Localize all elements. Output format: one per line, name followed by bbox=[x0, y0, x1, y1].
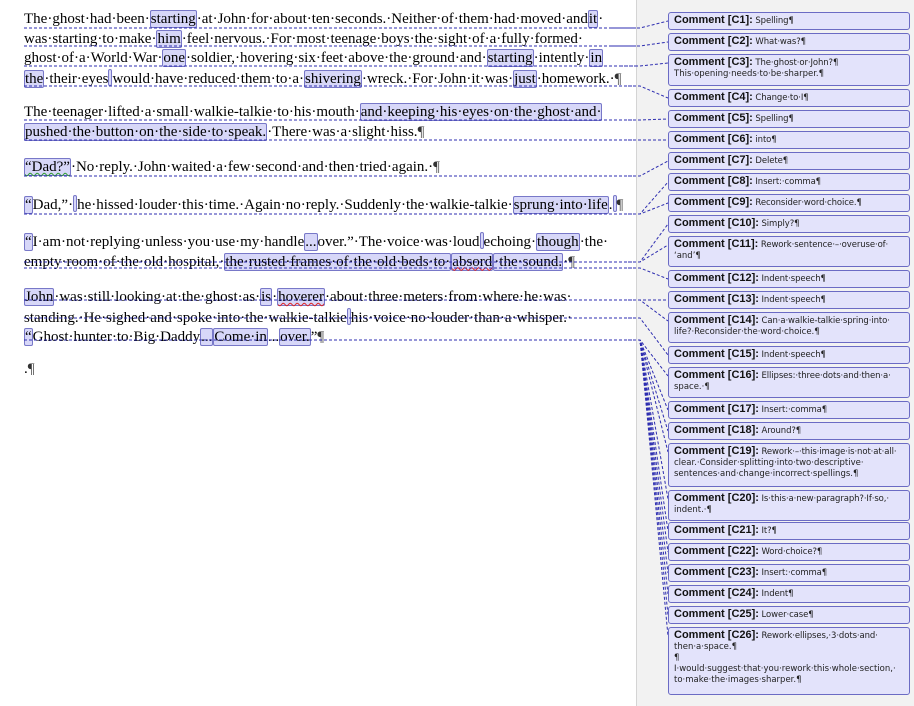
comment-text: Word·choice?¶ bbox=[761, 547, 823, 557]
comment-anchor-highlight[interactable]: over. bbox=[280, 329, 310, 345]
comment-balloon[interactable] bbox=[668, 543, 910, 561]
comment-label: Comment [C21]: bbox=[674, 524, 759, 536]
comment-label: Comment [C1]: bbox=[674, 14, 753, 26]
text-line bbox=[24, 360, 630, 380]
comment-text: Delete¶ bbox=[755, 156, 789, 166]
comment-anchor-highlight[interactable]: John bbox=[25, 289, 54, 305]
text-run: he·hissed·louder·this·time.·Again·no·reply.·Suddenly·the·walkie-talkie· bbox=[77, 197, 513, 213]
text-line bbox=[24, 308, 630, 329]
paragraph-mark: ¶ bbox=[614, 70, 622, 87]
comment-anchor-highlight[interactable]: “Dad?” bbox=[25, 159, 70, 175]
paragraph-mark: ¶ bbox=[433, 159, 440, 175]
text-run: . bbox=[608, 197, 613, 213]
text-run: ·the· bbox=[579, 234, 609, 250]
text-line bbox=[24, 195, 630, 216]
paragraph[interactable] bbox=[24, 195, 630, 216]
comment-text: Insert:·comma¶ bbox=[755, 177, 821, 187]
paragraph[interactable] bbox=[24, 232, 630, 272]
comment-balloon[interactable] bbox=[668, 270, 910, 288]
comment-label: Comment [C11]: bbox=[674, 238, 759, 250]
text-line bbox=[24, 123, 630, 143]
comment-anchor-highlight[interactable]: is bbox=[261, 289, 272, 305]
comment-label: Comment [C23]: bbox=[674, 566, 759, 578]
comment-text: space.·¶ bbox=[674, 382, 710, 392]
comment-text: sentences·and·change·incorrect·spellings.¶ bbox=[674, 469, 859, 479]
paragraph-mark: ¶ bbox=[27, 361, 35, 377]
text-run: ·There·was·a·slight·hiss. bbox=[267, 123, 418, 140]
comment-balloon[interactable] bbox=[668, 367, 910, 398]
comment-text: Is·this·a·new·paragraph?·If·so,· bbox=[761, 494, 889, 504]
comment-text: ‘and’¶ bbox=[674, 251, 701, 261]
comment-balloon[interactable] bbox=[668, 606, 910, 624]
comment-anchor-highlight[interactable]: shivering bbox=[305, 70, 361, 87]
comment-balloon[interactable] bbox=[668, 12, 910, 30]
text-line bbox=[24, 69, 630, 90]
text-run: Dad,”· bbox=[32, 197, 74, 213]
text-run: · bbox=[272, 289, 278, 305]
comment-label: Comment [C9]: bbox=[674, 196, 753, 208]
comment-balloon[interactable] bbox=[668, 346, 910, 364]
comment-balloon[interactable] bbox=[668, 54, 910, 86]
comment-anchor-highlight[interactable]: absord bbox=[452, 253, 493, 270]
comment-text: Lower·case¶ bbox=[761, 610, 814, 620]
comment-label: Comment [C8]: bbox=[674, 175, 753, 187]
comment-balloon[interactable] bbox=[668, 443, 910, 487]
comment-text: Simply?¶ bbox=[761, 219, 800, 229]
comment-balloon[interactable] bbox=[668, 585, 910, 603]
comment-balloon[interactable] bbox=[668, 312, 910, 343]
text-line bbox=[24, 253, 630, 273]
text-line bbox=[24, 49, 630, 69]
comment-balloon[interactable] bbox=[668, 627, 910, 695]
comment-balloon[interactable] bbox=[668, 291, 910, 309]
paragraph[interactable] bbox=[24, 360, 630, 380]
comment-label: Comment [C17]: bbox=[674, 403, 759, 415]
comment-anchor-highlight[interactable]: starting bbox=[150, 11, 196, 27]
comment-text: Around?¶ bbox=[761, 426, 802, 436]
comment-text: life?·Reconsider·the·word·choice.¶ bbox=[674, 327, 820, 337]
comment-balloon[interactable] bbox=[668, 131, 910, 149]
comment-label: Comment [C15]: bbox=[674, 348, 759, 360]
text-run: ·homework.· bbox=[536, 70, 615, 87]
text-run: ” bbox=[310, 329, 318, 345]
comment-anchor-highlight[interactable]: “ bbox=[25, 329, 32, 345]
comment-label: Comment [C22]: bbox=[674, 545, 759, 557]
comment-text: What·was?¶ bbox=[755, 37, 806, 47]
comment-label: Comment [C24]: bbox=[674, 587, 759, 599]
comment-balloon[interactable] bbox=[668, 401, 910, 419]
comment-text: Change·to·I¶ bbox=[755, 93, 809, 103]
comment-text: Indent¶ bbox=[761, 589, 794, 599]
comment-label: Comment [C5]: bbox=[674, 112, 753, 124]
comment-balloon[interactable] bbox=[668, 522, 910, 540]
text-run: ·about·three·meters·from·where·he·was· bbox=[324, 289, 572, 305]
comment-label: Comment [C12]: bbox=[674, 272, 759, 284]
comment-balloon[interactable] bbox=[668, 236, 910, 267]
comment-anchor-highlight[interactable]: it bbox=[588, 11, 598, 27]
comment-anchor-highlight[interactable]: ... bbox=[201, 329, 213, 345]
comment-label: Comment [C2]: bbox=[674, 35, 753, 47]
text-run: ·feel·nervous.·For·most·teenage·boys·the·sight·of·a·fully·formed· bbox=[181, 30, 583, 47]
comment-text: The·ghost·or·John?¶ bbox=[755, 58, 839, 68]
comment-anchor-highlight[interactable]: “ bbox=[25, 234, 32, 250]
comment-label: Comment [C13]: bbox=[674, 293, 759, 305]
paragraph-mark: ¶ bbox=[616, 197, 624, 213]
comment-anchor-highlight[interactable]: him bbox=[157, 30, 181, 47]
comment-text: Rework·sentence·–·overuse·of· bbox=[760, 240, 889, 250]
text-run: ... bbox=[267, 329, 280, 345]
paragraph[interactable] bbox=[24, 103, 630, 142]
paragraph[interactable] bbox=[24, 10, 630, 89]
paragraph-mark: ¶ bbox=[317, 329, 325, 345]
comment-anchor-highlight[interactable]: the bbox=[25, 70, 44, 87]
comment-anchor-highlight[interactable]: just bbox=[514, 70, 536, 87]
text-line bbox=[24, 10, 630, 30]
comment-balloon[interactable] bbox=[668, 490, 910, 521]
comment-text: Indent·speech¶ bbox=[761, 350, 826, 360]
text-run: The·ghost·had·been· bbox=[24, 11, 150, 27]
comment-label: Comment [C4]: bbox=[674, 91, 753, 103]
text-run: ·intently· bbox=[533, 50, 590, 66]
comment-text: Rework·–·this·image·is·not·at·all· bbox=[761, 447, 897, 457]
text-run: . bbox=[24, 361, 28, 377]
paragraph[interactable] bbox=[24, 158, 630, 178]
comment-label: Comment [C6]: bbox=[674, 133, 753, 145]
text-run: over.”·The·voice·was·loud bbox=[317, 234, 480, 250]
comment-text: then·a·space.¶ bbox=[674, 642, 737, 652]
paragraph-mark: ¶ bbox=[568, 253, 575, 270]
comment-anchor-highlight[interactable]: the·rusted·frames·of·the·old·beds·to· bbox=[225, 253, 451, 270]
comment-label: Comment [C16]: bbox=[674, 369, 759, 381]
comment-balloon[interactable] bbox=[668, 33, 910, 51]
comment-text: Can·a·walkie-talkie·spring·into· bbox=[761, 316, 890, 326]
comment-text: to·make·the·images·sharper.¶ bbox=[674, 675, 802, 685]
text-run: ·wreck.·For·John·it·was· bbox=[361, 70, 514, 87]
text-line bbox=[24, 103, 630, 123]
comment-label: Comment [C14]: bbox=[674, 314, 759, 326]
text-run: echoing· bbox=[483, 234, 537, 250]
comment-anchor-highlight[interactable]: pushed·the·button·on·the·side·to·speak. bbox=[25, 123, 267, 140]
comment-anchor-highlight[interactable]: and·keeping·his·eyes·on·the·ghost·and· bbox=[360, 104, 602, 120]
comment-text: Indent·speech¶ bbox=[761, 295, 826, 305]
text-run: ·soldier,·hovering·six·feet·above·the·ground·and· bbox=[186, 50, 487, 66]
comment-text: Reconsider·word·choice.¶ bbox=[755, 198, 862, 208]
comment-text: Insert:·comma¶ bbox=[761, 405, 828, 415]
comment-label: Comment [C10]: bbox=[674, 217, 759, 229]
comment-text: Spelling¶ bbox=[755, 114, 794, 124]
text-line bbox=[24, 328, 630, 348]
comment-anchor-highlight[interactable]: though bbox=[537, 234, 579, 250]
comment-label: Comment [C20]: bbox=[674, 492, 759, 504]
text-run: ·was·still·looking·at·the·ghost·as· bbox=[54, 289, 261, 305]
comment-anchor-highlight[interactable]: ... bbox=[305, 234, 317, 250]
comment-text: Insert:·comma¶ bbox=[761, 568, 828, 578]
text-run: empty·room·of·the·old·hospital,· bbox=[24, 253, 225, 270]
comment-text: Ellipses:·three·dots·and·then·a· bbox=[761, 371, 891, 381]
comment-text: into¶ bbox=[755, 135, 777, 145]
comment-balloon[interactable] bbox=[668, 422, 910, 440]
comment-anchor-highlight[interactable]: “ bbox=[25, 197, 32, 213]
comment-text: Rework·ellipses,·3·dots·and· bbox=[761, 631, 878, 641]
comment-balloon[interactable] bbox=[668, 564, 910, 582]
paragraph-mark: ¶ bbox=[417, 123, 425, 140]
comment-label: Comment [C19]: bbox=[674, 445, 759, 457]
text-run: ghost·of·a·World·War· bbox=[24, 50, 163, 66]
comment-balloon[interactable] bbox=[668, 152, 910, 170]
text-run: ·at·John·for·about·ten·seconds.·Neither·of·them·had·moved·and bbox=[196, 11, 588, 27]
comment-balloon[interactable] bbox=[668, 89, 910, 107]
comment-label: Comment [C7]: bbox=[674, 154, 753, 166]
text-run: I·am·not·replying·unless·you·use·my·handle bbox=[32, 234, 305, 250]
text-run: · bbox=[598, 11, 604, 27]
comment-balloon[interactable] bbox=[668, 215, 910, 233]
comment-text: I·would·suggest·that·you·rework·this·whole·section,· bbox=[674, 664, 896, 674]
text-run: Ghost·hunter·to·Big·Daddy bbox=[32, 329, 201, 345]
comment-anchor-highlight[interactable]: sprung·into·life bbox=[513, 197, 608, 213]
comment-anchor-highlight[interactable]: one bbox=[163, 50, 186, 66]
comment-balloon[interactable] bbox=[668, 194, 910, 212]
comment-label: Comment [C26]: bbox=[674, 629, 759, 641]
text-run: · bbox=[563, 253, 569, 270]
comment-label: Comment [C25]: bbox=[674, 608, 759, 620]
comment-text: clear.·Consider·splitting·into·two·descriptive· bbox=[674, 458, 864, 468]
comment-balloon[interactable] bbox=[668, 110, 910, 128]
text-run: was·starting·to·make· bbox=[24, 30, 157, 47]
comment-text: It?¶ bbox=[761, 526, 777, 536]
text-line bbox=[24, 288, 630, 308]
text-run: would·have·reduced·them·to·a· bbox=[112, 70, 305, 87]
comment-anchor-highlight[interactable]: Come·in bbox=[214, 329, 267, 345]
text-run: standing.·He·sighed·and·spoke·into·the·walkie-talkie bbox=[24, 309, 347, 326]
text-run: ·their·eyes bbox=[44, 70, 109, 87]
comment-text: Spelling¶ bbox=[755, 16, 794, 26]
comment-balloon[interactable] bbox=[668, 173, 910, 191]
comment-label: Comment [C18]: bbox=[674, 424, 759, 436]
text-run: The·teenager·lifted·a·small·walkie-talkie·to·his·mouth· bbox=[24, 104, 360, 120]
comment-label: Comment [C3]: bbox=[674, 56, 753, 68]
comment-text: indent.·¶ bbox=[674, 505, 712, 515]
comment-text: ¶ bbox=[674, 653, 680, 663]
text-run: ·No·reply.·John·waited·a·few·second·and·then·tried·again.· bbox=[70, 159, 434, 175]
comment-anchor-highlight[interactable]: in bbox=[590, 50, 603, 66]
paragraph[interactable] bbox=[24, 288, 630, 348]
text-line bbox=[24, 232, 630, 253]
comment-anchor-highlight[interactable]: hoverer bbox=[278, 289, 324, 305]
text-line bbox=[24, 158, 630, 178]
comment-text: This·opening·needs·to·be·sharper.¶ bbox=[674, 69, 825, 79]
text-run: his·voice·no·louder·than·a·whisper.· bbox=[350, 309, 572, 326]
comment-anchor-highlight[interactable]: ·the·sound. bbox=[494, 253, 563, 270]
comment-text: Indent·speech¶ bbox=[761, 274, 826, 284]
comment-anchor-highlight[interactable]: starting bbox=[487, 50, 533, 66]
text-line bbox=[24, 30, 630, 50]
